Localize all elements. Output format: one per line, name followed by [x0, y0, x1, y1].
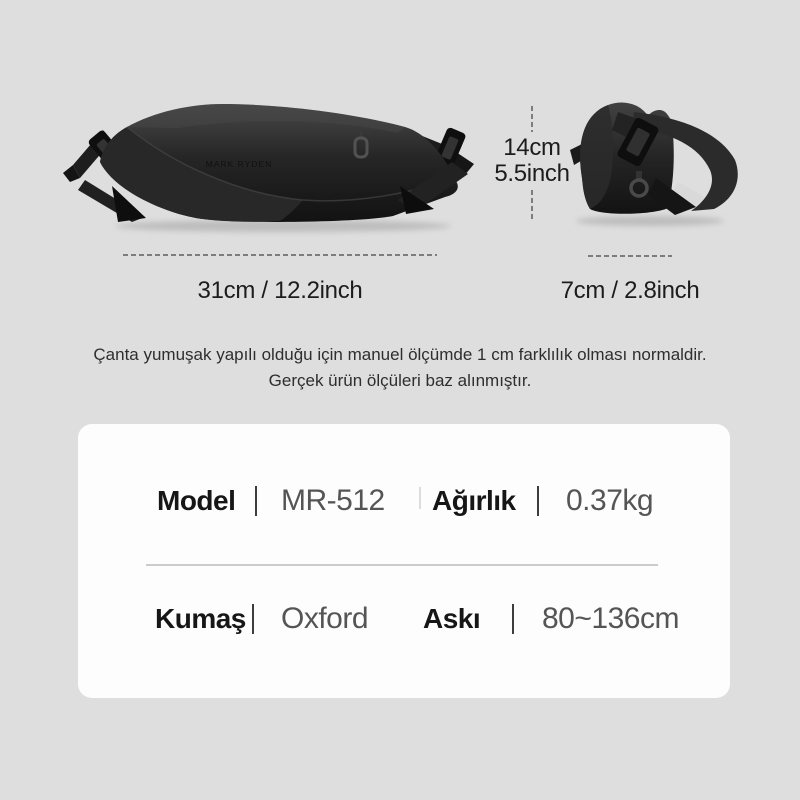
- specs-card: [78, 424, 730, 698]
- spec-separator: [537, 486, 539, 516]
- spec-label-strap: Askı: [423, 603, 481, 634]
- brand-logo-text: MARK RYDEN: [205, 159, 273, 169]
- spec-separator: [512, 604, 514, 634]
- spec-value-weight: 0.37kg: [566, 484, 654, 517]
- measurement-note-line1: Çanta yumuşak yapılı olduğu için manuel ölçümde 1 cm farklılık olması normaldir.: [93, 345, 707, 364]
- height-dimension-line-top: [531, 106, 533, 132]
- measurement-note-line2: Gerçek ürün ölçüleri baz alınmıştır.: [268, 371, 532, 390]
- spec-label-fabric: Kumaş: [155, 603, 246, 634]
- spec-label-model: Model: [157, 485, 236, 516]
- specs-divider: [146, 564, 658, 566]
- spec-value-fabric: Oxford: [281, 602, 369, 635]
- spec-label-weight: Ağırlık: [432, 485, 516, 516]
- measurement-note: [0, 342, 800, 394]
- spec-value-strap: 80~136cm: [542, 602, 679, 635]
- height-dimension-label-cm: 14cm: [503, 134, 561, 161]
- width-dimension-label: 31cm / 12.2inch: [197, 277, 363, 304]
- depth-dimension-line: [588, 255, 672, 257]
- width-dimension-line: [123, 254, 437, 256]
- depth-dimension-label: 7cm / 2.8inch: [560, 277, 700, 304]
- spec-separator: [252, 604, 254, 634]
- spec-value-model: MR-512: [281, 484, 385, 517]
- height-dimension-line-bottom: [531, 190, 533, 220]
- product-photo-main: [58, 76, 498, 241]
- spec-separator: [255, 486, 257, 516]
- height-dimension: [462, 106, 602, 220]
- height-dimension-label-inch: 5.5inch: [494, 160, 570, 187]
- spec-column-separator: [419, 487, 421, 509]
